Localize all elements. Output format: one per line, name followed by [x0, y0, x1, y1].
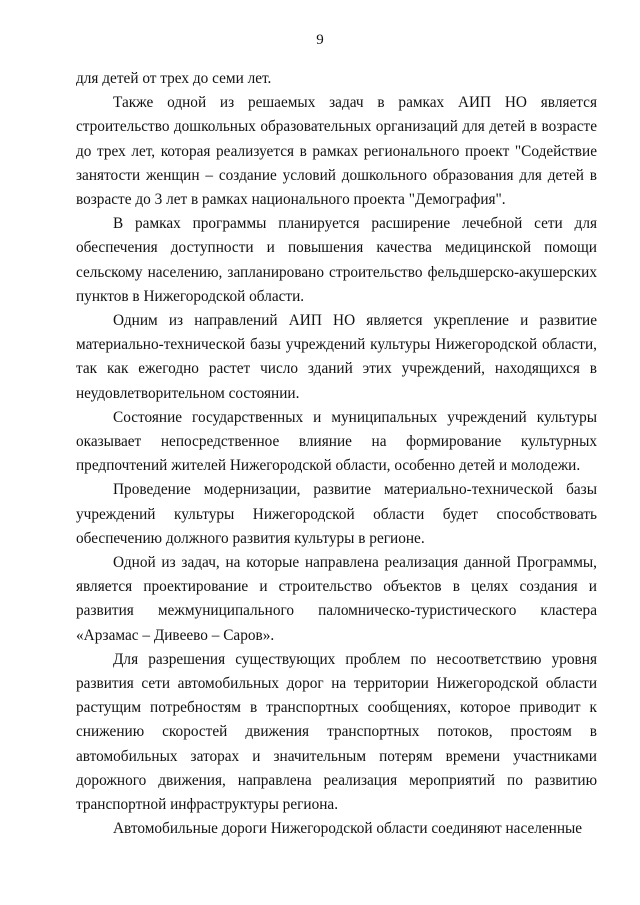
document-body — [76, 67, 597, 842]
paragraph-road-network: Для разрешения существующих проблем по несоответствию уровня развития сети автомобильных дорог на территории Нижегородской области растущим потребностям в транспортных сообщениях, которое приводит к снижению скоростей движения транспортных потоков, простоям в автомобильных заторах и значительным потерям времени участниками дорожного движения, направлена реализация мероприятий по развитию транспортной инфраструктуры региона. — [76, 650, 597, 814]
paragraph-modernization: Проведение модернизации, развитие материально-технической базы учреждений культуры Нижегородской области будет способствовать обеспечению должного развития культуры в регионе. — [76, 481, 597, 547]
paragraph-roads-connect: Автомобильные дороги Нижегородской области соединяют населенные — [113, 820, 583, 838]
paragraph-culture-state: Состояние государственных и муниципальных учреждений культуры оказывает непосредственное влияние на формирование культурных предпочтений жителей Нижегородской области, особенно детей и молодежи. — [76, 408, 597, 475]
paragraph-continuation: для детей от трех до семи лет. — [76, 70, 272, 87]
page-number: 9 — [316, 32, 324, 48]
paragraph-tourist-cluster: Одной из задач, на которые направлена реализация данной Программы, является проектирование и строительство объектов в целях создания и развития межмуниципального паломническо-туристического кластера «Арзамас – Дивеево – Саров». — [76, 554, 597, 644]
paragraph-culture-base: Одним из направлений АИП НО является укрепление и развитие материально-технической базы учреждений культуры Нижегородской области, так как ежегодно растет число зданий этих учреждений, находящихся в неудовлетворительном состоянии. — [76, 312, 597, 402]
paragraph-preschool-construction: Также одной из решаемых задач в рамках АИП НО является строительство дошкольных образовательных организаций для детей в возрасте до трех лет, которая реализуется в рамках регионального проект "Содействие занятости женщин – создание условий дошкольного образования для детей в возрасте до 3 лет в рамках национального проекта "Демография". — [76, 94, 597, 209]
paragraph-medical-network: В рамках программы планируется расширение лечебной сети для обеспечения доступности и повышения качества медицинской помощи сельскому населению, запланировано строительство фельдшерско-акушерских пунктов в Нижегородской области. — [76, 215, 597, 305]
